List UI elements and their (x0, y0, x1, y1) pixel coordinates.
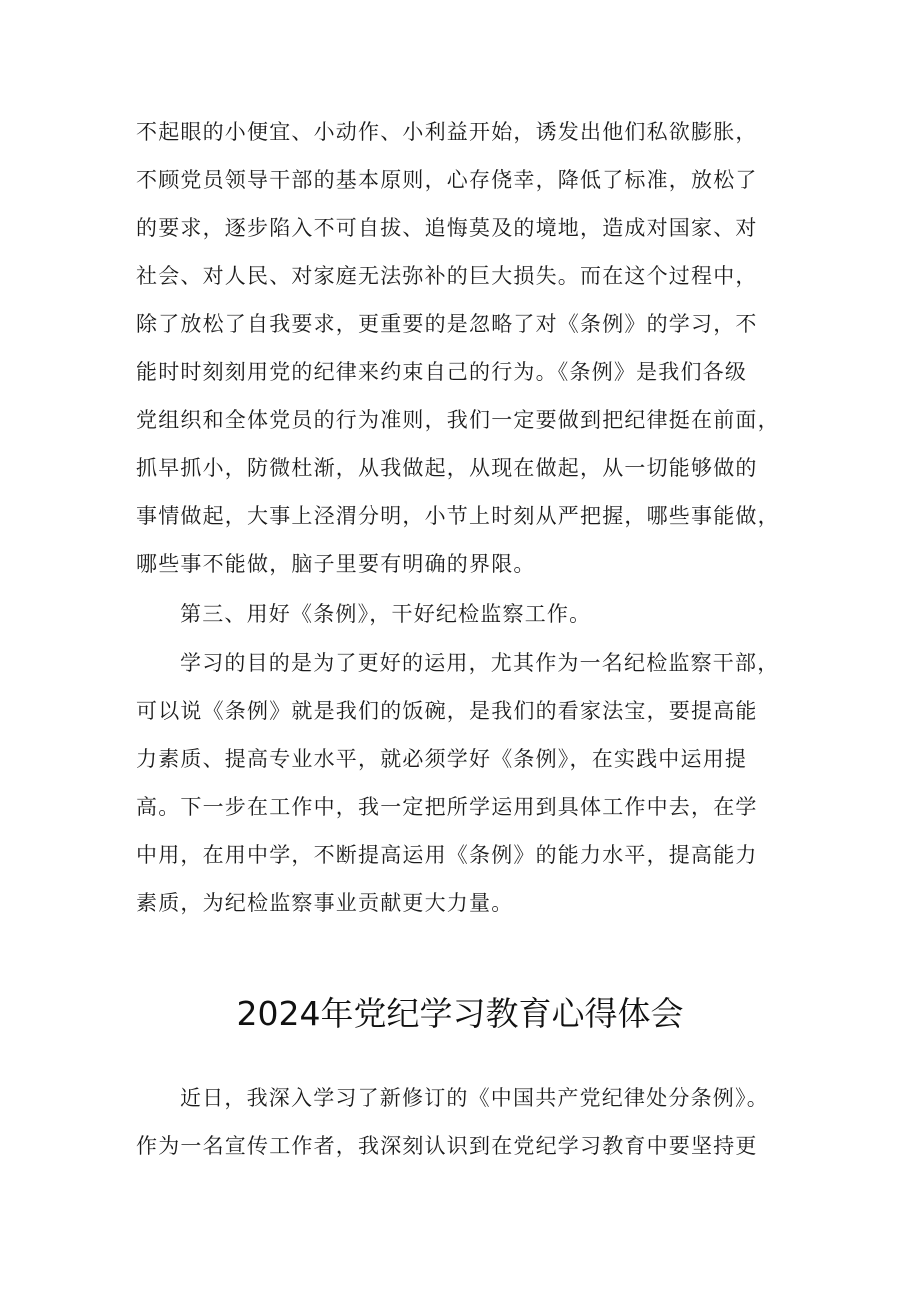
paragraph-line: 素质，为纪检监察事业贡献更大力量。 (136, 891, 514, 915)
paragraph-line: 学习的目的是为了更好的运用，尤其作为一名纪检监察干部， (180, 651, 780, 675)
paragraph-line: 可以说《条例》就是我们的饭碗，是我们的看家法宝，要提高能 (136, 699, 758, 723)
paragraph-line: 中用，在用中学，不断提高运用《条例》的能力水平，提高能力 (136, 843, 758, 867)
paragraph-line: 不起眼的小便宜、小动作、小利益开始，诱发出他们私欲膨胀， (136, 120, 758, 144)
paragraph-line: 抓早抓小，防微杜渐，从我做起，从现在做起，从一切能够做的 (136, 456, 758, 480)
paragraph-line: 力素质、提高专业水平，就必须学好《条例》，在实践中运用提 (136, 747, 748, 771)
paragraph-line: 不顾党员领导干部的基本原则，心存侥幸，降低了标准，放松了 (136, 168, 758, 192)
paragraph-line: 除了放松了自我要求，更重要的是忽略了对《条例》的学习，不 (136, 312, 758, 336)
paragraph-line: 社会、对人民、对家庭无法弥补的巨大损失。而在这个过程中， (136, 264, 758, 288)
article-title: 2024年党纪学习教育心得体会 (236, 994, 684, 1033)
paragraph-line: 高。下一步在工作中，我一定把所学运用到具体工作中去，在学 (136, 795, 758, 819)
paragraph-line: 党组织和全体党员的行为准则，我们一定要做到把纪律挺在前面， (136, 408, 780, 432)
paragraph-line: 近日，我深入学习了新修订的《中国共产党纪律处分条例》。 (180, 1086, 769, 1110)
section-heading: 第三、用好《条例》，干好纪检监察工作。 (180, 602, 592, 626)
paragraph-line: 的要求，逐步陷入不可自拔、追悔莫及的境地，造成对国家、对 (136, 216, 758, 240)
paragraph-line: 能时时刻刻用党的纪律来约束自己的行为。《条例》是我们各级 (136, 360, 748, 384)
paragraph-line: 作为一名宣传工作者，我深刻认识到在党纪学习教育中要坚持更 (136, 1134, 758, 1158)
paragraph-line: 事情做起，大事上泾渭分明，小节上时刻从严把握，哪些事能做， (136, 504, 780, 528)
paragraph-line: 哪些事不能做，脑子里要有明确的界限。 (136, 552, 536, 576)
